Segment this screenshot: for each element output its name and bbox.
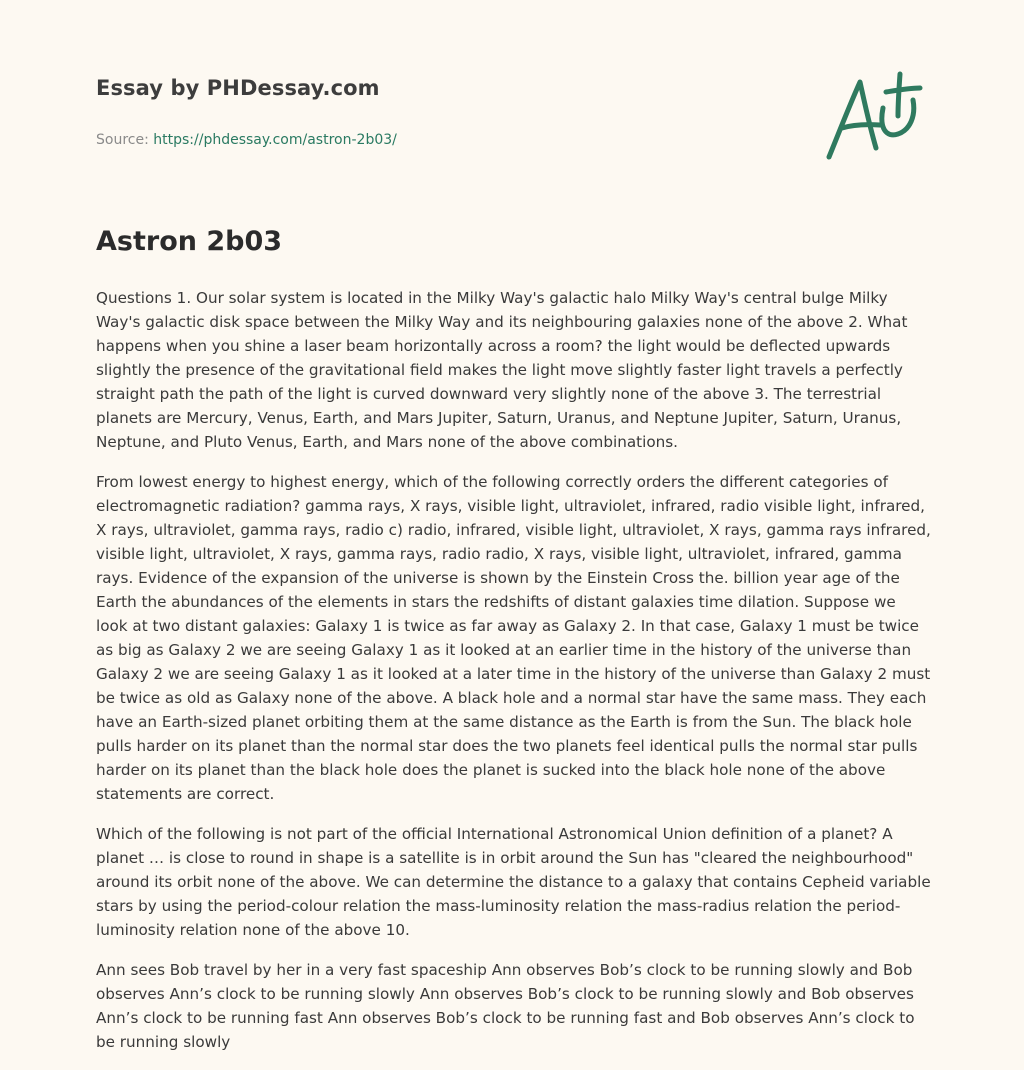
site-title: Essay by PHDessay.com — [96, 76, 380, 100]
essay-paragraph: Which of the following is not part of the official International Astronomical Union definition of a planet? A planet … is close to round in shape is a satellite is in orbit around the Sun has "cleared the neighbourhood" around its orbit none of the above. We can determine the distance to a galaxy that contains Cepheid variable stars by using the period-colour relation the mass-luminosity relation the mass-radius relation the period-luminosity relation none of the above 10. — [96, 825, 931, 939]
source-label: Source: — [96, 132, 154, 148]
essay-title: Astron 2b03 — [96, 226, 283, 257]
a-plus-logo-icon — [820, 68, 930, 164]
essay-paragraph: Questions 1. Our solar system is located in the Milky Way's galactic halo Milky Way's central bulge Milky Way's galactic disk space between the Milky Way and its neighbouring galaxies none of the above 2. What happens when you shine a laser beam horizontally across a room? the light would be deflected upwards slightly the presence of the gravitational field makes the light move slightly faster light travels a perfectly straight path the path of the light is curved downward very slightly none of the above 3. The terrestrial planets are Mercury, Venus, Earth, and Mars Jupiter, Saturn, Uranus, and Neptune Jupiter, Saturn, Uranus, Neptune, and Pluto Venus, Earth, and Mars none of the above combinations. — [96, 289, 908, 451]
essay-paragraph: Ann sees Bob travel by her in a very fast spaceship Ann observes Bob’s clock to be running slowly and Bob observes Ann’s clock to be running slowly Ann observes Bob’s clock to be running slowly and Bob observes Ann’s clock to be running fast Ann observes Bob’s clock to be running fast and Bob observes Ann’s clock to be running slowly — [96, 961, 915, 1051]
source-line — [96, 132, 796, 148]
essay-body — [96, 286, 932, 1070]
source-link[interactable]: https://phdessay.com/astron-2b03/ — [153, 132, 397, 148]
page-header — [96, 76, 796, 148]
essay-paragraph: From lowest energy to highest energy, which of the following correctly orders the different categories of electromagnetic radiation? gamma rays, X rays, visible light, ultraviolet, infrared, radio visible light, infrared, X rays, ultraviolet, gamma rays, radio c) radio, infrared, visible light, ultraviolet, X rays, gamma rays infrared, visible light, ultraviolet, X rays, gamma rays, radio radio, X rays, visible light, ultraviolet, infrared, gamma rays. Evidence of the expansion of the universe is shown by the Einstein Cross the. billion year age of the Earth the abundances of the elements in stars the redshifts of distant galaxies time dilation. Suppose we look at two distant galaxies: Galaxy 1 is twice as far away as Galaxy 2. In that case, Galaxy 1 must be twice as big as Galaxy 2 we are seeing Galaxy 1 as it looked at an earlier time in the history of the universe than Galaxy 2 we are seeing Galaxy 1 as it looked at a later time in the history of the universe than Galaxy 2 must be twice as old as Galaxy none of the above. A black hole and a normal star have the same mass. They each have an Earth-sized planet orbiting them at the same distance as the Earth is from the Sun. The black hole pulls harder on its planet than the normal star does the two planets feel identical pulls the normal star pulls harder on its planet than the black hole does the planet is sucked into the black hole none of the above statements are correct. — [96, 473, 931, 803]
